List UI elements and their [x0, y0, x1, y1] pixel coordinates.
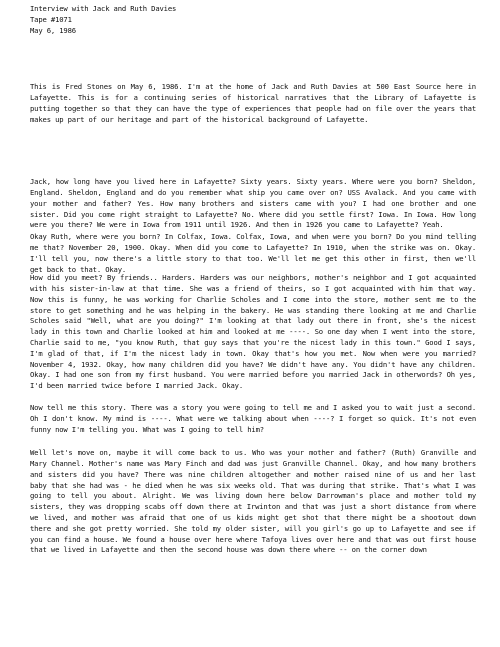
- paragraph-story-request: Now tell me this story. There was a story you were going to tell me and I asked you to wait just a second. Oh I don't know. My mind is ----. What were we talking about when ----? I forget so quick. It's not even funny now I'm telling you. What was I going to tell him?: [30, 403, 476, 434]
- paragraph-intro: This is Fred Stones on May 6, 1986. I'm at the home of Jack and Ruth Davies at 500 East Source here in Lafayette. This is for a continuing series of historical narratives that the Library of Lafayette is putting together so that they can have the type of experiences that people had on file over the years that makes up part of our heritage and part of the historical background of Lafayette.: [30, 82, 476, 124]
- tape-number: Tape #1071: [30, 14, 72, 24]
- paragraph-ruth-origins: Okay Ruth, where were you born? In Colfax, Iowa. Colfax, Iowa, and when were you born? Do you mind telling me that? November 20, 1900. Okay. When did you come to Lafayette? In 1910, when the strike was on. Okay. I'll tell you, now there's a little story to that too. We'll let me get this other in first, then we'll get back to that. Okay.: [30, 232, 476, 274]
- document-header: [30, 4, 176, 36]
- paragraph-jack-origins: Jack, how long have you lived here in Lafayette? Sixty years. Sixty years. Where were you born? Sheldon, England. Sheldon, England and do you remember what ship you came over on? USS Avalack. And you came with your mother and father? Yes. How many brothers and sisters came with you? I had one brother and one sister. Did you come right straight to Lafayette? No. Where did you settle first? Iowa. In Iowa. How long were you there? We were in Iowa from 1911 until 1926. And then in 1926 you came to Lafayette? Yeah.: [30, 177, 476, 230]
- interview-date: May 6, 1986: [30, 25, 76, 35]
- paragraph-family-strike: Well let's move on, maybe it will come back to us. Who was your mother and father? (Ruth) Granville and Mary Channel. Mother's name was Mary Finch and dad was just Granville Channel. Okay, and how many brothers and sisters did you have? There was nine children altogether and mother raised nine of us and her last baby that she had was - he died when he was six weeks old. That was during that strike. That's what I was going to tell you about. Alright. We was living down here below Darrowman's place and mother told my sisters, they was dropping scabs off down there at Irwinton and that was just a short distance from where we lived, and mother was afraid that one of us kids might get shot that there might be a shootout down there and she got pretty worried. She told my older sister, will you girl's go up to Lafayette and see if you can find a house. We found a house over here where Tafoya lives over here and that was out first house that we lived in Lafayette and then the second house was down there where -- on the corner down: [30, 448, 476, 555]
- document-title: Interview with Jack and Ruth Davies: [30, 4, 177, 13]
- paragraph-how-they-met: How did you meet? By friends.. Harders. Harders was our neighbors, mother's neighbor and I got acquainted with his sister-in-law at that time. She was a friend of theirs, so I got acquainted with him that way. Now this is funny, he was working for Charlie Scholes and I come into the store, mother sent me to the store to get something and he was helping in the bakery. He was standing there looking at me and Charlie Scholes said "Well, what are you doing?" I'm looking at that lady out there in front, she's the nicest lady in this town and Charlie looked at him and looked at me ----. So one day when I went into the store, Charlie said to me, "you know Ruth, that guy says that you're the nicest lady in this town." Good I says, I'm glad of that, if I'm the nicest lady in town. Okay that's how you met. Now when were you married? November 4, 1932. Okay, how many children did you have? We didn't have any. You didn't have any children. Okay. I had one son from my first husband. You were married before you married Jack in otherwords? Oh yes, I'd been married twice before I married Jack. Okay.: [30, 273, 476, 391]
